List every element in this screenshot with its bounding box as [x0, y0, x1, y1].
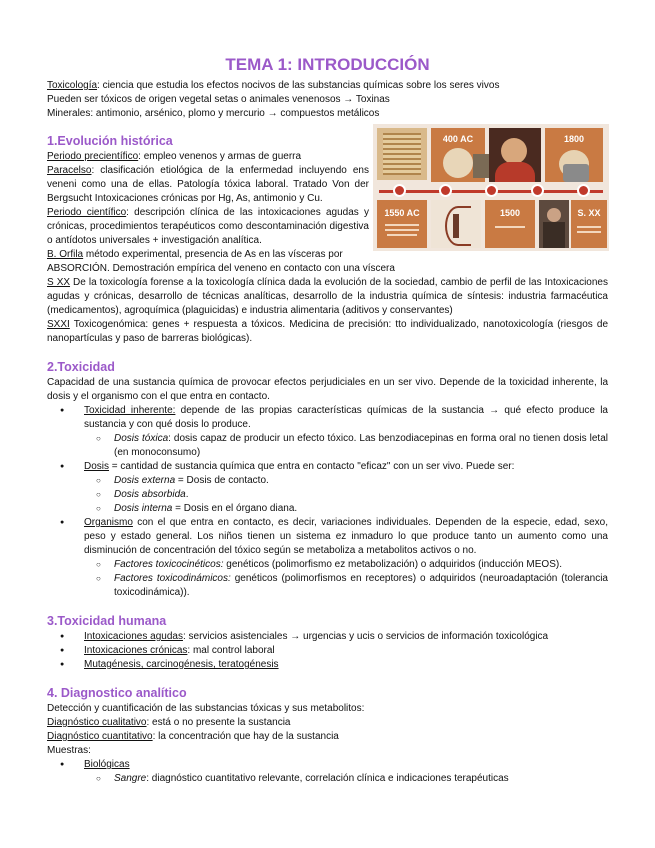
diagnostico-line: Diagnóstico cualitativo: está o no presente la sustancia: [47, 717, 291, 728]
muestras-list: [47, 758, 608, 786]
list-item: ● Toxicidad inherente: depende de las propias características químicas de la sustancia → qué efecto produce la sustancia y con qué dosis lo produce.: [47, 404, 608, 432]
list-item: ● Intoxicaciones agudas: servicios asistenciales → urgencias y ucis o servicios de información toxicológica: [47, 630, 608, 644]
timeline-card-1550ac: [377, 200, 427, 248]
intro-line-3: Minerales: antimonio, arsénico, plomo y mercurio → compuestos metálicos: [47, 108, 380, 119]
evolucion-item: Paracelso: clasificación etiológica de la enfermedad incluyendo ens veneni como una de ellas. Patología tóxica laboral. Tratado Von der Bergsucht Intoxicaciones crónicas por Hg, As, antimonio y Cu.: [47, 165, 369, 204]
list-item: ○ Dosis absorbida.: [47, 488, 608, 502]
list-item: ● Intoxicaciones crónicas: mal control laboral: [47, 644, 608, 658]
timeline-dot: [531, 184, 544, 197]
paracelso-portrait: [489, 128, 541, 182]
list-item: ○ Sangre: diagnóstico cuantitativo relevante, correlación clínica e indicaciones terapéuticas: [47, 772, 608, 786]
toxicidad-intro: Capacidad de una sustancia química de provocar efectos perjudiciales en un ser vivo. Depende de la toxicidad inherente, la dosis y el organismo con el que entra en contacto.: [47, 377, 608, 402]
evolucion-item: Periodo científico: descripción clínica de las intoxicaciones agudas y crónicas, procedimientos terapéuticos como descontaminación digestiva o antídotos universales + investigación analítica.: [47, 207, 369, 246]
intro-line-2: Pueden ser tóxicos de origen vegetal setas o animales venenosos → Toxinas: [47, 94, 390, 105]
timeline-label: 400 AC: [442, 134, 474, 144]
list-item: ● Mutagénesis, carcinogénesis, teratogénesis: [47, 658, 608, 672]
list-item: ● Dosis = cantidad de sustancia química que entra en contacto "eficaz" con un ser vivo. Puede ser:: [47, 460, 608, 474]
evolucion-item: ABSORCIÓN. Demostración empírica del veneno en contacto con una víscera: [47, 263, 395, 274]
intro-line-1: Toxicología: ciencia que estudia los efectos nocivos de las substancias químicas sobre los seres vivos: [47, 80, 500, 91]
document-page: [47, 54, 608, 786]
evolucion-item: SXXI Toxicogenómica: genes + respuesta a tóxicos. Medicina de precisión: tto individualizado, nanotoxicología (riesgos de nanopartículas y paso de barreras biológicas).: [47, 319, 608, 344]
archer-image: [431, 200, 481, 248]
list-item: ● Biológicas: [47, 758, 608, 772]
timeline-dot: [393, 184, 406, 197]
timeline-dot: [577, 184, 590, 197]
evolucion-item: B. Orfila método experimental, presencia de As en las vísceras por: [47, 249, 343, 260]
section-heading-toxicidad: 2.Toxicidad: [47, 360, 115, 374]
list-item: ○ Factores toxicocinéticos: genéticos (polimorfismo ez metabolización) o adquiridos (inducción MEOS).: [47, 558, 608, 572]
page-title: TEMA 1: INTRODUCCIÓN: [225, 55, 430, 74]
diagnostico-line: Muestras:: [47, 745, 91, 756]
timeline-label: 1550 AC: [384, 208, 420, 218]
timeline-dot: [439, 184, 452, 197]
evolucion-left-column: [47, 150, 369, 262]
list-item: ○ Dosis interna = Dosis en el órgano diana.: [47, 502, 608, 516]
list-item: ○ Dosis externa = Dosis de contacto.: [47, 474, 608, 488]
timeline-card-sxx: [571, 200, 607, 248]
section-heading-diagnostico: 4. Diagnostico analítico: [47, 686, 187, 700]
diagnostico-line: Detección y cuantificación de las substancias tóxicas y sus metabolitos:: [47, 703, 365, 714]
toxicidad-humana-list: [47, 630, 608, 672]
list-item: ● Organismo con el que entra en contacto, es decir, variaciones individuales. Dependen de la especie, edad, sexo, peso y estado general. Los niños tienen un sistema ez inmaduro lo que produce tanto un aumento como una disminución de concentración del tóxico según se metaboliza a metabolitos activos o no.: [47, 516, 608, 558]
section-heading-evolucion: 1.Evolución histórica: [47, 134, 173, 148]
timeline-dot: [485, 184, 498, 197]
timeline-card-1500: [485, 200, 535, 248]
evolucion-item: S XX De la toxicología forense a la toxicología clínica dada la evolución de la sociedad, cambio de perfil de las Intoxicaciones agudas y crónicas, desarrollo de técnicas analíticas, desarrollo de la industria química de síntesis: industria farmacéutica (medicamentos), agroquímica (plaguicidas) e industria alimentaria (aditivos y conservantes): [47, 277, 608, 316]
evolucion-item: Periodo precientífico: empleo venenos y armas de guerra: [47, 151, 302, 162]
timeline-label: 1800: [563, 134, 585, 144]
timeline-label: S. XX: [577, 208, 601, 218]
list-item: ○ Factores toxicodinámicos: genéticos (polimorfismos en receptores) o adquiridos (neuroadaptación (tolerancia toxicodinámica)).: [47, 572, 608, 600]
diagnostico-line: Diagnóstico cuantitativo: la concentración que hay de la sustancia: [47, 731, 339, 742]
timeline-label: 1500: [499, 208, 521, 218]
list-item: ○ Dosis tóxica: dosis capaz de producir un efecto tóxico. Las benzodiacepinas en forma oral no tienen dosis letal (en monoconsumo): [47, 432, 608, 460]
section-heading-toxicidad-humana: 3.Toxicidad humana: [47, 614, 167, 628]
intro-term: Toxicología: [47, 80, 98, 91]
papyrus-image: [377, 128, 427, 180]
lab-image: [539, 200, 569, 248]
history-timeline-image: [373, 124, 609, 251]
toxicidad-list: [47, 404, 608, 600]
